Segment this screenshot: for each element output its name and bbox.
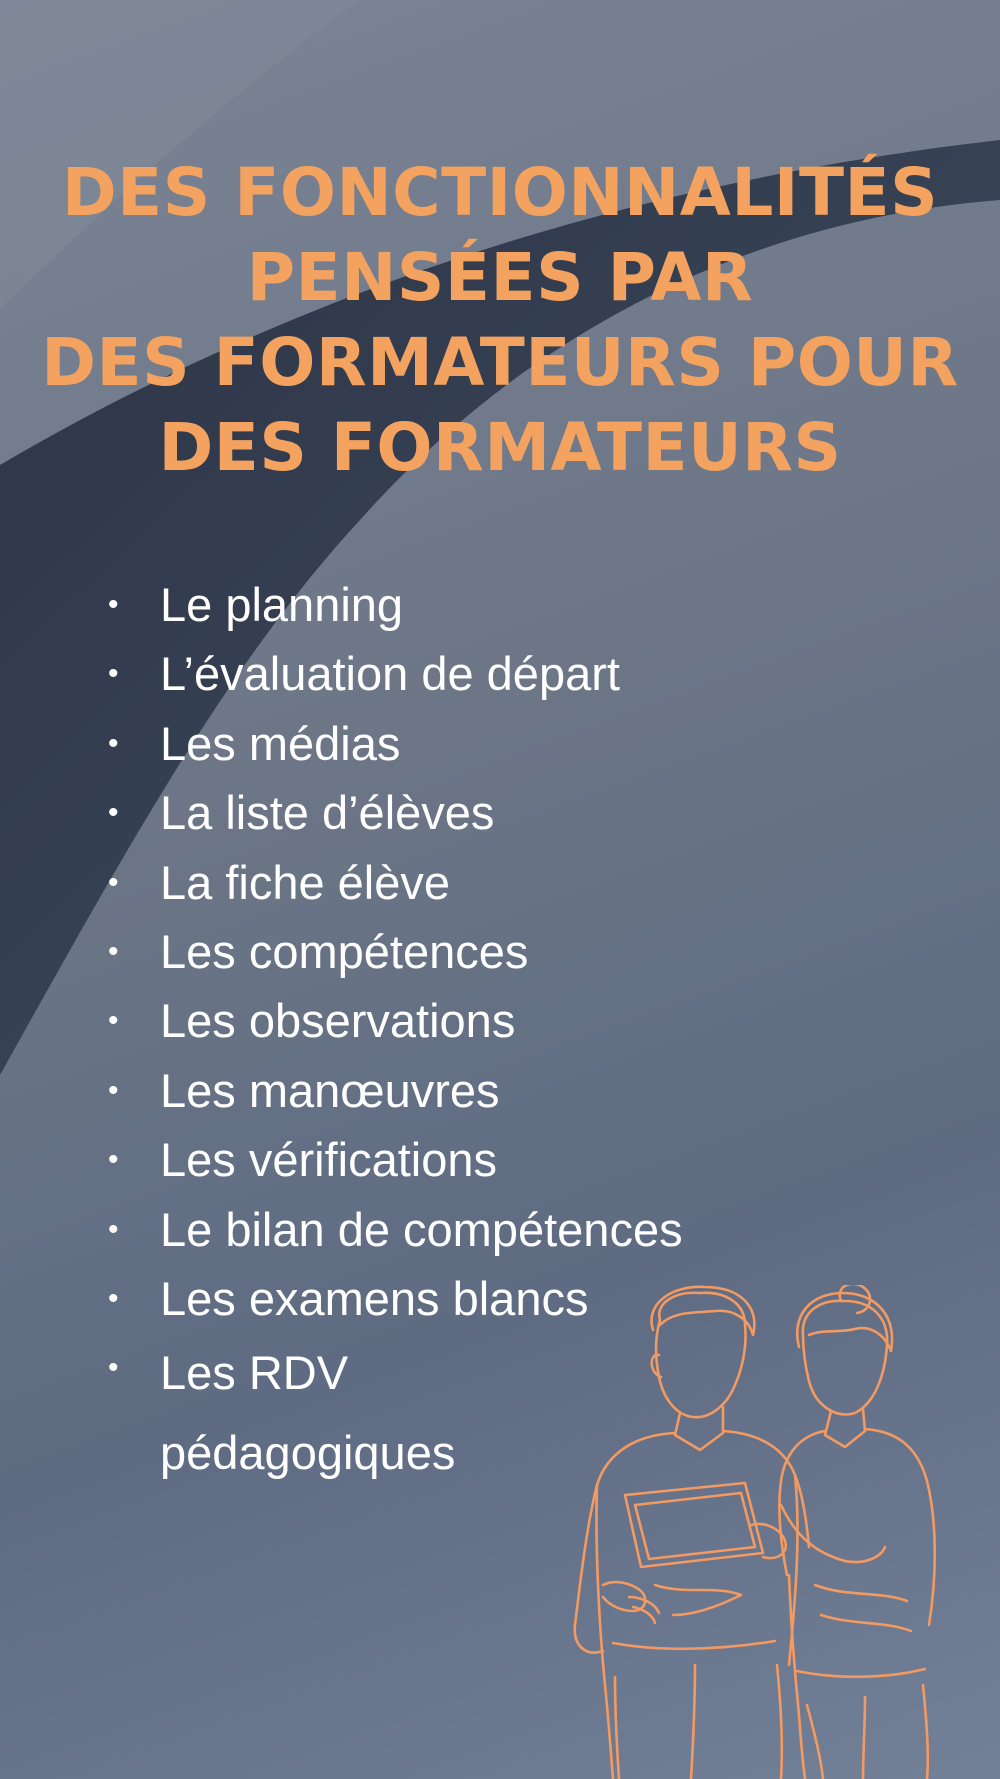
woman-waist xyxy=(797,1669,925,1677)
list-item xyxy=(106,848,746,917)
two-trainers-illustration xyxy=(545,1285,965,1779)
list-item xyxy=(106,570,746,639)
list-item xyxy=(106,778,746,847)
feature-label: Les manœuvres xyxy=(160,1063,500,1117)
list-item xyxy=(106,986,746,1055)
bullet: • xyxy=(108,1073,119,1107)
title-line: DES FORMATEURS xyxy=(158,409,842,486)
woman-hair-bun xyxy=(840,1285,870,1313)
feature-label: Le planning xyxy=(160,578,404,631)
bullet: • xyxy=(108,726,119,760)
list-item xyxy=(106,639,746,708)
feature-label: Les RDV pédagogiques xyxy=(160,1346,456,1480)
bullet: • xyxy=(108,796,119,830)
feature-label: La liste d’élèves xyxy=(160,786,495,840)
bullet: • xyxy=(108,588,119,621)
woman-torso xyxy=(789,1575,805,1779)
list-item xyxy=(106,917,746,986)
title-line: DES FORMATEURS POUR xyxy=(41,324,959,401)
bullet: • xyxy=(108,935,119,969)
bullet: • xyxy=(108,1351,119,1385)
man-torso xyxy=(596,1485,613,1779)
bullet: • xyxy=(108,657,119,691)
tablet-inner xyxy=(635,1493,755,1559)
list-item xyxy=(106,1195,746,1264)
list-item xyxy=(106,1333,520,1493)
bullet: • xyxy=(108,1004,119,1038)
bullet: • xyxy=(108,1282,119,1316)
list-item xyxy=(106,1056,746,1125)
man-shoulders xyxy=(575,1433,675,1653)
list-item xyxy=(106,709,746,778)
woman-fold xyxy=(815,1585,911,1631)
feature-label: La fiche élève xyxy=(160,855,451,909)
man-fold xyxy=(655,1585,741,1615)
woman-legs xyxy=(807,1685,928,1779)
title-line: PENSÉES PAR xyxy=(246,239,754,316)
feature-label: Les observations xyxy=(160,994,516,1048)
woman-head xyxy=(803,1301,887,1415)
feature-label: Les compétences xyxy=(160,925,529,979)
feature-label: L’évaluation de départ xyxy=(160,647,620,701)
man-hand xyxy=(603,1582,645,1611)
list-item xyxy=(106,1125,746,1194)
feature-label: Le bilan de compétences xyxy=(160,1202,683,1256)
feature-label: Les médias xyxy=(160,716,401,770)
bullet: • xyxy=(108,1212,119,1246)
feature-label: Les vérifications xyxy=(160,1133,497,1187)
title-line: DES FONCTIONNALITÉS xyxy=(61,154,939,231)
bullet: • xyxy=(108,1143,119,1177)
man-pants xyxy=(615,1665,782,1779)
man-belt xyxy=(613,1641,775,1649)
feature-label: Les examens blancs xyxy=(160,1272,589,1326)
page-title xyxy=(40,150,960,490)
bullet: • xyxy=(108,865,119,899)
